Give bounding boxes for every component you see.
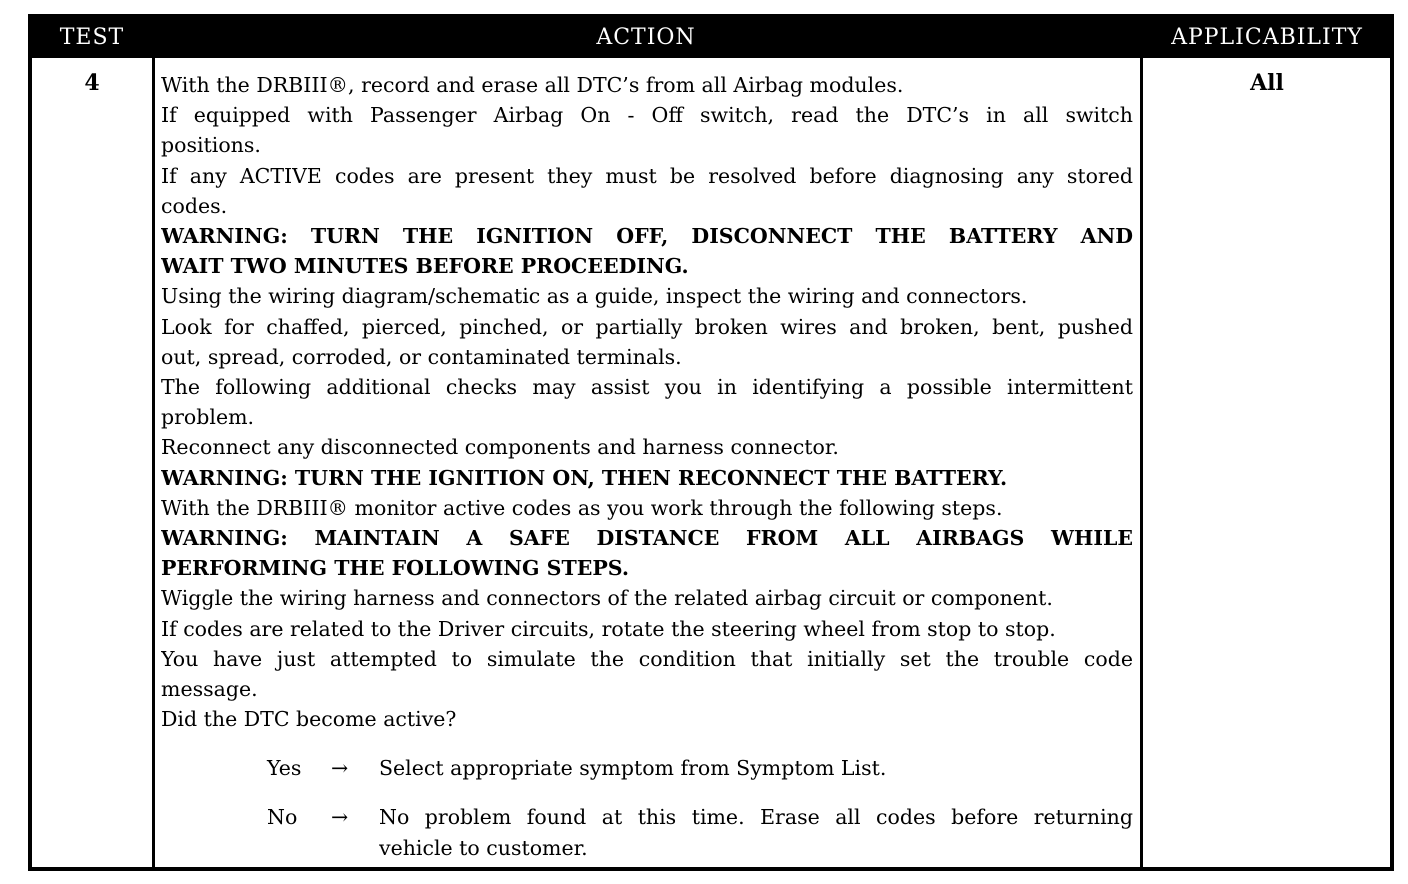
- action-line: With the DRBIII®, record and erase all DTC’s from all Airbag modules.: [161, 73, 904, 97]
- action-line: Wiggle the wiring harness and connectors of the related airbag circuit or component.: [161, 586, 1053, 611]
- arrow-right-icon: →: [331, 805, 349, 830]
- action-line: Using the wiring diagram/schematic as a guide, inspect the wiring and connectors.: [161, 284, 1028, 309]
- diagnostic-test-table: [28, 14, 1394, 871]
- applicability-value: All: [1250, 70, 1284, 96]
- table-header: [32, 18, 1390, 58]
- action-line: Look for chaffed, pierced, pinched, or partially broken wires and broken, bent, pushed: [161, 314, 1133, 339]
- arrow-right-icon: →: [331, 756, 349, 781]
- action-line: Reconnect any disconnected components and harness connector.: [161, 435, 839, 460]
- action-line: positions.: [161, 133, 261, 158]
- action-line: The following additional checks may assist you in identifying a possible intermittent: [161, 375, 1133, 400]
- answer-no-text: [379, 802, 1133, 862]
- header-test: TEST: [59, 25, 125, 50]
- warning-line: WARNING: MAINTAIN A SAFE DISTANCE FROM ALL AIRBAGS WHILE: [161, 526, 1133, 551]
- action-line: With the DRBIII® monitor active codes as you work through the following steps.: [161, 495, 1003, 520]
- action-line: out, spread, corroded, or contaminated terminals.: [161, 344, 682, 369]
- answer-yes: [161, 753, 1133, 783]
- action-line: message.: [161, 677, 258, 702]
- warning-line: WARNING: TURN THE IGNITION ON, THEN RECONNECT THE BATTERY.: [161, 465, 1008, 490]
- column-divider-2: [1140, 58, 1143, 867]
- answer-no: [161, 802, 1133, 862]
- action-line: If any ACTIVE codes are present they must be resolved before diagnosing any stored: [161, 163, 1133, 188]
- warning-line: WARNING: TURN THE IGNITION OFF, DISCONNECT THE BATTERY AND: [161, 224, 1133, 249]
- column-divider-1: [152, 58, 155, 867]
- answer-no-text-line: vehicle to customer.: [379, 835, 588, 860]
- warning-line: WAIT TWO MINUTES BEFORE PROCEEDING.: [161, 254, 689, 279]
- action-line: codes.: [161, 193, 228, 218]
- action-line: Did the DTC become active?: [161, 707, 457, 732]
- warning-line: PERFORMING THE FOLLOWING STEPS.: [161, 556, 629, 581]
- action-cell: [161, 70, 1133, 862]
- answer-no-label: No: [267, 805, 298, 830]
- header-action: ACTION: [596, 25, 696, 50]
- answer-no-text-line: No problem found at this time. Erase all codes before returning: [379, 805, 1133, 830]
- action-line: You have just attempted to simulate the condition that initially set the trouble code: [161, 646, 1133, 671]
- test-number: 4: [84, 70, 100, 96]
- answer-yes-label: Yes: [267, 756, 302, 781]
- header-applicability: APPLICABILITY: [1171, 25, 1363, 50]
- action-line: If equipped with Passenger Airbag On - Off switch, read the DTC’s in all switch: [161, 103, 1133, 128]
- action-line: If codes are related to the Driver circuits, rotate the steering wheel from stop to stop.: [161, 616, 1056, 641]
- action-line: problem.: [161, 405, 255, 430]
- answer-yes-text: Select appropriate symptom from Symptom List.: [379, 756, 887, 781]
- action-text: [161, 70, 1133, 734]
